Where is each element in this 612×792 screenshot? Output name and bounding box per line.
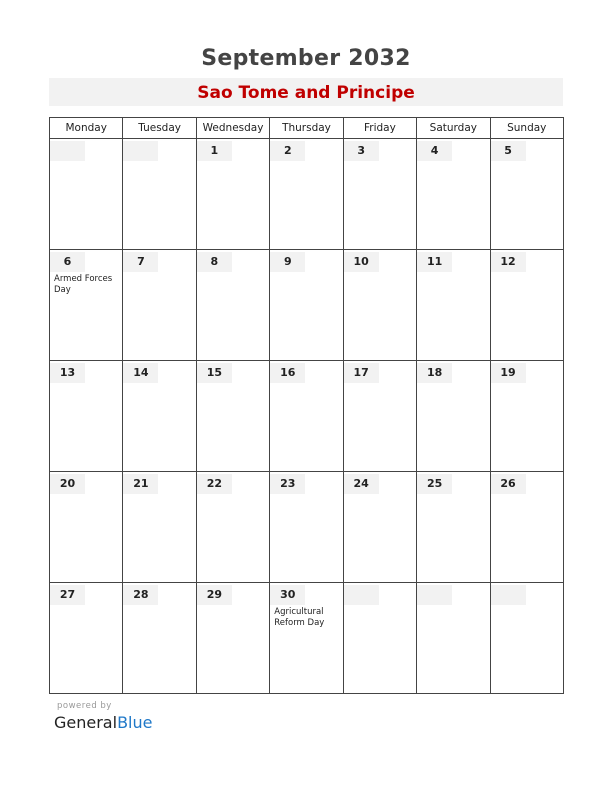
weekday-monday: Monday [50, 118, 123, 139]
day-number: 14 [123, 363, 158, 383]
day-number: 17 [344, 363, 379, 383]
day-number: 16 [270, 363, 305, 383]
day-cell [50, 361, 123, 472]
day-number: 19 [491, 363, 526, 383]
day-number: 29 [197, 585, 232, 605]
day-cell [123, 250, 196, 361]
weekday-header-row [50, 118, 564, 139]
day-cell [50, 250, 123, 361]
day-cell [270, 250, 343, 361]
day-number: 18 [417, 363, 452, 383]
day-cell [270, 472, 343, 583]
day-number: 20 [50, 474, 85, 494]
holiday-label: Agricultural Reform Day [274, 607, 325, 628]
weekday-wednesday: Wednesday [196, 118, 269, 139]
day-cell [123, 139, 196, 250]
day-number: 2 [270, 141, 305, 161]
day-number: 15 [197, 363, 232, 383]
day-cell [490, 361, 563, 472]
day-cell [343, 583, 416, 694]
day-cell [417, 583, 490, 694]
week-row [50, 250, 564, 361]
day-number [123, 141, 158, 161]
day-cell [490, 583, 563, 694]
country-name: Sao Tome and Principe [197, 83, 415, 103]
day-cell [123, 361, 196, 472]
day-number [50, 141, 85, 161]
weekday-thursday: Thursday [270, 118, 343, 139]
day-number: 5 [491, 141, 526, 161]
day-cell [196, 250, 269, 361]
day-number: 21 [123, 474, 158, 494]
day-cell [490, 250, 563, 361]
day-number [491, 585, 526, 605]
day-number [344, 585, 379, 605]
day-number: 10 [344, 252, 379, 272]
brand-blue: Blue [117, 713, 153, 732]
day-cell [196, 472, 269, 583]
day-number: 30 [270, 585, 305, 605]
day-cell [417, 250, 490, 361]
day-number [417, 585, 452, 605]
day-cell [343, 250, 416, 361]
day-cell [123, 472, 196, 583]
day-cell [417, 139, 490, 250]
day-number: 3 [344, 141, 379, 161]
day-number: 9 [270, 252, 305, 272]
weekday-tuesday: Tuesday [123, 118, 196, 139]
brand-general: General [54, 713, 118, 732]
week-row [50, 139, 564, 250]
day-cell [343, 472, 416, 583]
day-cell [270, 583, 343, 694]
day-number: 13 [50, 363, 85, 383]
day-number: 12 [491, 252, 526, 272]
day-number: 6 [50, 252, 85, 272]
day-number: 27 [50, 585, 85, 605]
day-number: 7 [123, 252, 158, 272]
day-number: 4 [417, 141, 452, 161]
day-cell [490, 139, 563, 250]
day-cell [196, 361, 269, 472]
day-cell [196, 139, 269, 250]
week-row [50, 583, 564, 694]
day-cell [343, 361, 416, 472]
day-number: 24 [344, 474, 379, 494]
day-cell [490, 472, 563, 583]
calendar-grid [49, 117, 564, 694]
day-cell [196, 583, 269, 694]
day-number: 1 [197, 141, 232, 161]
day-number: 22 [197, 474, 232, 494]
day-number: 11 [417, 252, 452, 272]
weekday-saturday: Saturday [417, 118, 490, 139]
week-row [50, 472, 564, 583]
day-cell [50, 139, 123, 250]
day-number: 26 [491, 474, 526, 494]
day-cell [417, 472, 490, 583]
day-cell [417, 361, 490, 472]
holiday-label: Armed Forces Day [54, 274, 113, 295]
weekday-sunday: Sunday [490, 118, 563, 139]
day-cell [50, 583, 123, 694]
day-cell [270, 139, 343, 250]
day-number: 25 [417, 474, 452, 494]
day-cell [343, 139, 416, 250]
calendar-title: September 2032 [201, 46, 411, 71]
day-number: 23 [270, 474, 305, 494]
country-bar [49, 78, 563, 106]
day-number: 8 [197, 252, 232, 272]
day-cell [123, 583, 196, 694]
powered-by-label: powered by [57, 701, 112, 711]
weekday-friday: Friday [343, 118, 416, 139]
day-cell [50, 472, 123, 583]
week-row [50, 361, 564, 472]
day-number: 28 [123, 585, 158, 605]
generalblue-logo [54, 713, 152, 732]
day-cell [270, 361, 343, 472]
